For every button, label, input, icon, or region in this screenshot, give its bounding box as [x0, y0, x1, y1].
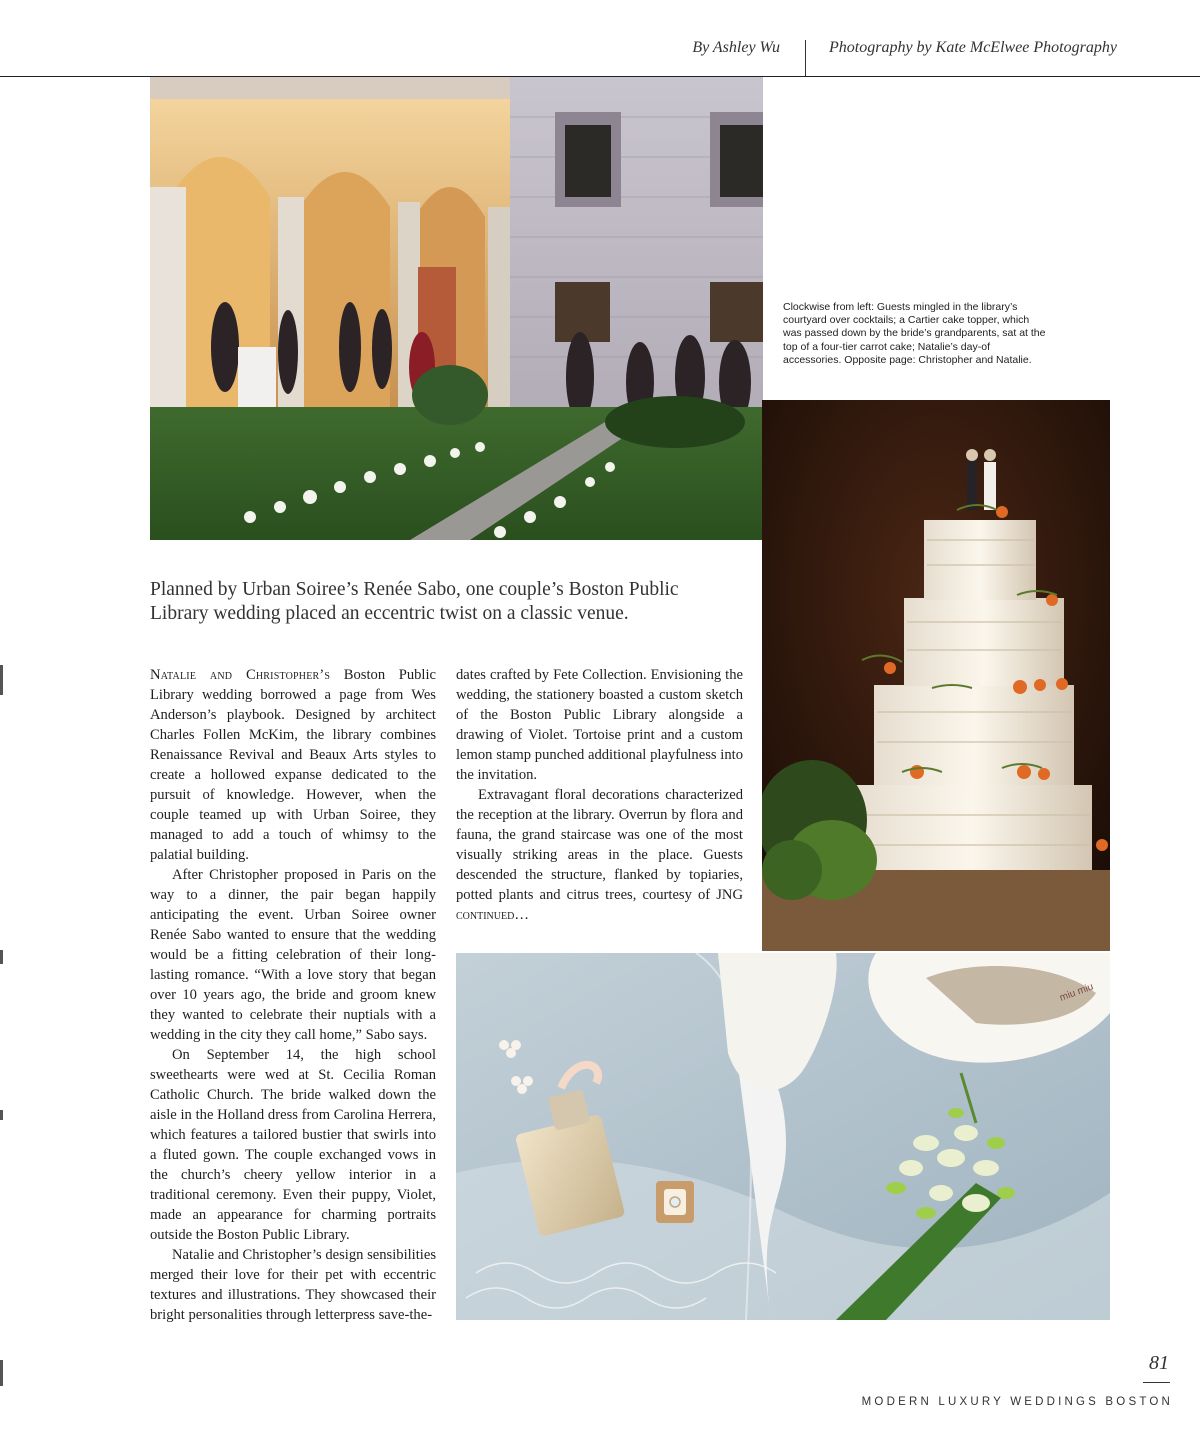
- article-paragraph: dates crafted by Fete Collection. Envisioning the wedding, the stationery boasted a custom sketch of the Boston Public Library alongside a drawing of Violet. Tortoise print and a custom lemon stamp punched additional playfulness into the invitation.: [456, 667, 743, 783]
- lead-in: Natalie and Christopher’s: [150, 667, 331, 683]
- shoe-brand-label: miu miu: [1058, 981, 1095, 1004]
- article-column-1: [150, 665, 436, 1325]
- courtyard-cocktails-photo: [150, 77, 763, 540]
- page-number: 81: [1149, 1352, 1169, 1374]
- article-paragraph: On September 14, the high school sweethearts were wed at St. Cecilia Roman Catholic Church. The bride walked down the aisle in the Holland dress from Carolina Herrera, which features a tailored bustier that swirls into a fluted gown. The couple exchanged vows in the church’s cheery yellow interior in a traditional ceremony. Even their puppy, Violet, made an appearance for charming portraits outside the Boston Public Library.: [150, 1047, 436, 1243]
- folio-rule: [1143, 1382, 1170, 1383]
- wedding-cake-photo: [762, 400, 1110, 951]
- publication-name: MODERN LUXURY WEDDINGS BOSTON: [861, 1396, 1173, 1408]
- photo-credit: Photography by Kate McElwee Photography: [829, 39, 1117, 56]
- paragraph-text: Boston Public Library wedding borrowed a page from Wes Anderson’s playbook. Designed by architect Charles Follen McKim, the library combines Renaissance Revival and Beaux Arts styles to create a hollowed expanse dedicated to the pursuit of knowledge. However, when the couple teamed up with Urban Soiree, they managed to add a touch of whimsy to the palatial building.: [150, 667, 437, 863]
- article-paragraph: [456, 785, 743, 925]
- header-divider: [805, 40, 806, 76]
- article-paragraph: After Christopher proposed in Paris on the way to a dinner, the pair began happily anticipating the event. Urban Soiree owner Renée Sabo wanted to ensure that the wedding would be a fitting celebration of their long-lasting romance. “With a love story that began over 10 years ago, the bride and groom knew they wanted to celebrate their nuptials with a wedding in the city they call home,” Sabo says.: [150, 867, 436, 1043]
- photo-caption: Clockwise from left: Guests mingled in the library’s courtyard over cocktails; a Cartier cake topper, which was passed down by the bride’s grandparents, sat at the top of a four-tier carrot cake; Natalie’s day-of accessories. Opposite page: Christopher and Natalie.: [783, 301, 1046, 366]
- article-paragraph: [150, 665, 436, 865]
- article-paragraph: Natalie and Christopher’s design sensibilities merged their love for their pet with eccentric textures and illustrations. They showcased their bright personalities through letterpress save-the-: [150, 1247, 436, 1323]
- paragraph-text: Extravagant floral decorations characterized the reception at the library. Overrun by flora and fauna, the grand staircase was one of the most visually striking areas in the place. Guests descended the structure, flanked by topiaries, potted plants and citrus trees, courtesy of JNG: [456, 787, 743, 903]
- byline: By Ashley Wu: [692, 39, 780, 56]
- page-edge-marks: [0, 640, 4, 1440]
- continued-marker: continued…: [456, 907, 529, 923]
- article-deck: Planned by Urban Soiree’s Renée Sabo, one couple’s Boston Public Library wedding placed an eccentric twist on a classic venue.: [150, 579, 679, 624]
- article-column-2: [456, 665, 743, 925]
- bridal-accessories-photo: [456, 953, 1110, 1320]
